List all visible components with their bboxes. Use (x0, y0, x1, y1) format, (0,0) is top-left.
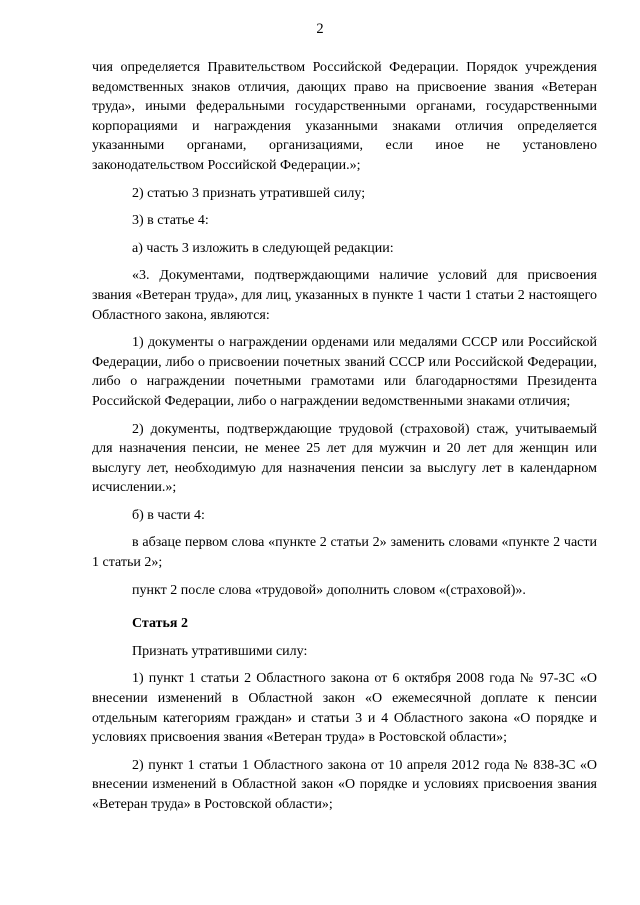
paragraph-continuation: чия определяется Правительством Российской Федерации. Порядок учреждения ведомственных знаков отличия, дающих право на присвоение звания «Ветеран труда», иными федеральными государственными органами, государственными корпорациями и награждения указанными знаками отличия определяется указанными органами, организациями, если иное не установлено законодательством Российской Федерации.»; (92, 60, 597, 173)
article-heading: Статья 2 (132, 616, 188, 632)
paragraph-documents-2: 2) документы, подтверждающие трудовой (страховой) стаж, учитываемый для назначения пенсии, не менее 25 лет для мужчин и 20 лет для женщин или выслугу лет, необходимую для назначения пенсии за выслугу лет в календарном исчислении.»; (92, 421, 597, 496)
page-number: 2 (316, 21, 324, 37)
paragraph-documents-1: 1) документы о награждении орденами или медалями СССР или Российской Федерации, либо о присвоении почетных званий СССР или Российской Федерации, либо о награждении почетными грамотами или благодарностями Президента Российской Федерации, либо о награждении ведомственными знаками отличия; (92, 335, 597, 409)
paragraph-repeal-intro: Признать утратившими силу: (132, 643, 308, 659)
paragraph-subitem-b: б) в части 4: (132, 507, 205, 523)
paragraph-part-3: «3. Документами, подтверждающими наличие условий для присвоения звания «Ветеран труда», для лиц, указанных в пункте 1 части 1 статьи 2 настоящего Областного закона, являются: (92, 268, 597, 323)
paragraph-subitem-a: а) часть 3 изложить в следующей редакции: (132, 240, 394, 256)
paragraph-item-3: 3) в статье 4: (132, 213, 209, 229)
paragraph-first-clause: в абзаце первом слова «пункте 2 статьи 2» заменить словами «пункте 2 части 1 статьи 2»; (92, 535, 597, 571)
paragraph-point-2: пункт 2 после слова «трудовой» дополнить словом «(страховой)». (132, 582, 526, 598)
paragraph-repeal-2: 2) пункт 1 статьи 1 Областного закона от 10 апреля 2012 года № 838-ЗС «О внесении изменений в Областной закон «О порядке и условиях присвоения звания «Ветеран труда» в Ростовской области»; (92, 757, 597, 812)
paragraph-item-2: 2) статью 3 признать утратившей силу; (132, 185, 366, 201)
document-body (92, 58, 597, 823)
paragraph-repeal-1: 1) пункт 1 статьи 2 Областного закона от 6 октября 2008 года № 97-ЗС «О внесении изменений в Областной закон «О ежемесячной доплате к пенсии отдельным категориям граждан» и статьи 3 и 4 Областного закона «О порядке и условиях присвоения звания «Ветеран труда» в Ростовской области»; (92, 671, 597, 746)
